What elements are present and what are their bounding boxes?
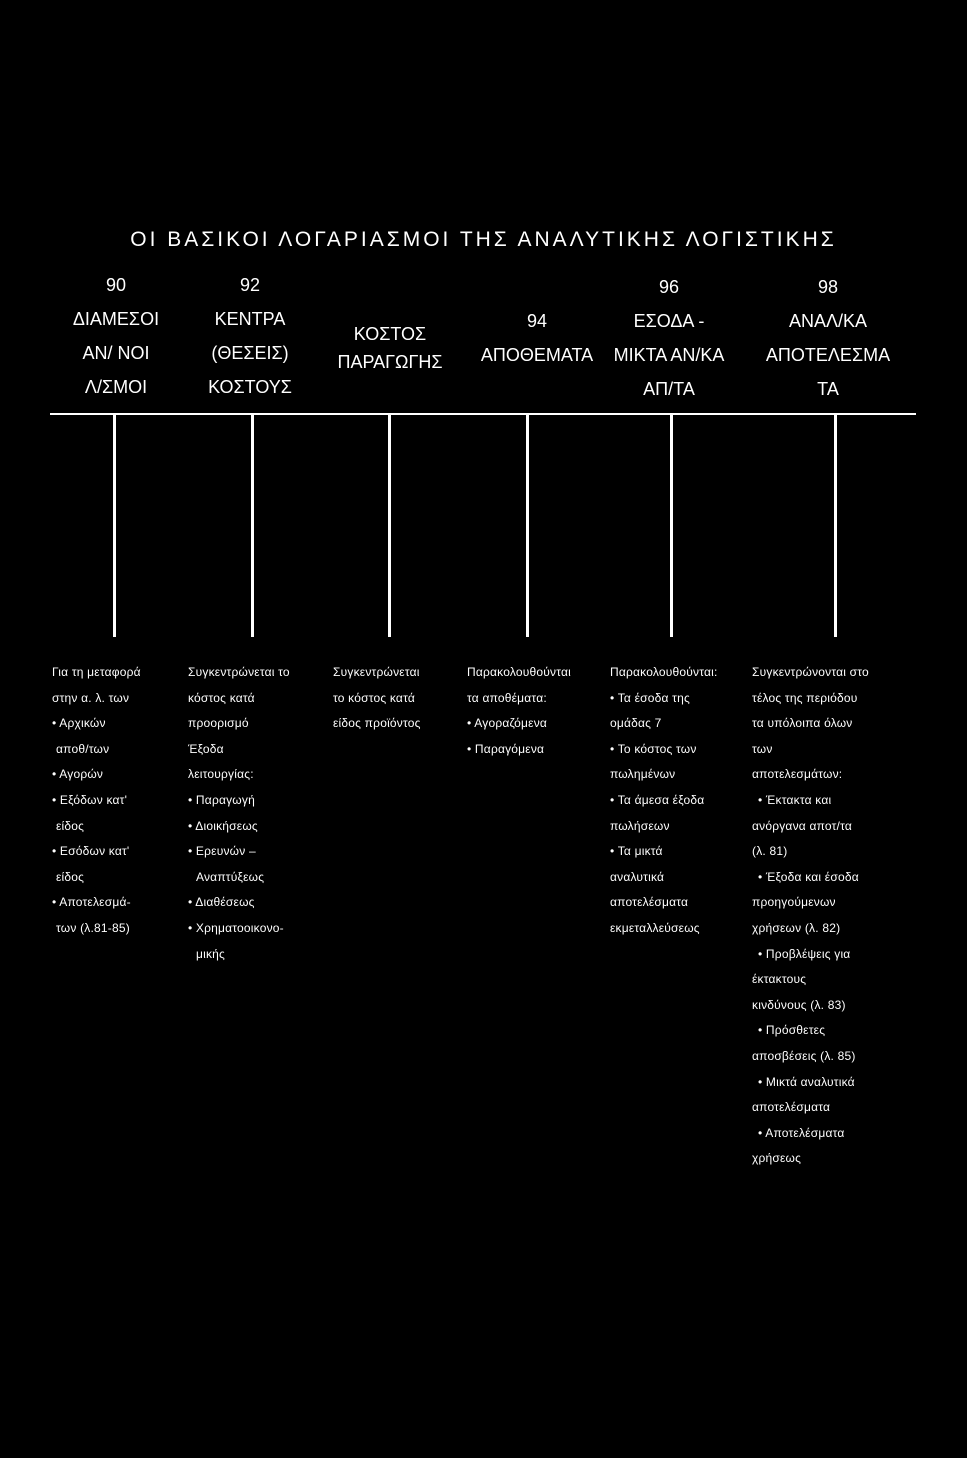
description-line: αποθ/των — [56, 741, 110, 756]
description-line: αποτελεσμάτων: — [752, 767, 843, 782]
description-line: τα αποθέματα: — [467, 690, 547, 705]
description-line: • Προβλέψεις για — [758, 946, 851, 961]
account-number: 96 — [658, 277, 680, 297]
description-line: (λ. 81) — [752, 844, 788, 859]
description-line: λειτουργίας: — [188, 767, 254, 782]
description-line: προηγούμενων — [752, 895, 836, 910]
description-line: • Ερευνών – — [188, 844, 256, 859]
description-line: χρήσεως — [752, 1151, 802, 1166]
header-line: ΤΑ — [817, 379, 839, 399]
header-line: (ΘΕΣΕΙΣ) — [211, 343, 289, 363]
header-line: ΑΠΟΤΕΛΕΣΜΑ — [765, 345, 891, 365]
header-line: ΑΠ/ΤΑ — [643, 379, 695, 399]
description-line: αποσβέσεις (λ. 85) — [752, 1048, 856, 1063]
description-line: ανόργανα αποτ/τα — [752, 818, 852, 833]
description-line: • Τα άμεσα έξοδα — [610, 792, 705, 807]
account-number: 98 — [817, 277, 839, 297]
description-line: • Έκτακτα και — [758, 792, 832, 807]
description-line: αποτελέσματα — [752, 1100, 831, 1115]
description-line: είδος προϊόντος — [333, 716, 421, 731]
column-description-92 — [188, 660, 290, 967]
column-connector-line — [834, 414, 837, 637]
header-line: ΔΙΑΜΕΣΟΙ — [72, 309, 160, 329]
description-line: κόστος κατά — [188, 690, 255, 705]
column-header-98 — [748, 270, 908, 406]
description-line: • Αγορών — [52, 767, 104, 782]
description-line: • Αποτελέσματα — [758, 1125, 845, 1140]
description-line: τέλος της περιόδου — [752, 690, 858, 705]
column-description-98 — [752, 660, 869, 1172]
description-line: μικής — [196, 946, 226, 961]
description-line: • Εσόδων κατ' — [52, 844, 130, 859]
description-line: • Παραγωγή — [188, 792, 255, 807]
description-line: αποτελέσματα — [610, 895, 689, 910]
document-title: ΟΙ ΒΑΣΙΚΟΙ ΛΟΓΑΡΙΑΣΜΟΙ ΤΗΣ ΑΝΑΛΥΤΙΚΗΣ ΛΟΓΙΣΤΙΚΗΣ — [130, 228, 837, 251]
description-line: • Χρηματοοικονο- — [188, 920, 284, 935]
header-line: ΑΝΑΛ/ΚΑ — [788, 311, 868, 331]
description-line: • Εξόδων κατ' — [52, 792, 128, 807]
column-connector-line — [670, 414, 673, 637]
description-line: είδος — [56, 869, 85, 884]
account-number: 94 — [526, 311, 548, 331]
column-description-94 — [467, 660, 571, 762]
column-header-96 — [594, 270, 744, 406]
header-line: ΑΝ/ ΝΟΙ — [82, 343, 150, 363]
column-connector-line — [526, 414, 529, 637]
description-line: είδος — [56, 818, 85, 833]
header-divider-line — [50, 413, 916, 415]
description-line: τα υπόλοιπα όλων — [752, 716, 853, 731]
description-line: • Αγοραζόμενα — [467, 716, 548, 731]
header-line: Λ/ΣΜΟΙ — [84, 377, 148, 397]
header-line: ΕΣΟΔΑ - — [633, 311, 705, 331]
description-line: Παρακολουθούνται — [467, 665, 572, 679]
column-connector-line — [388, 414, 391, 637]
description-line: • Έξοδα και έσοδα — [758, 869, 859, 884]
description-line: πωλήσεων — [610, 818, 670, 833]
description-line: ομάδας 7 — [610, 716, 662, 731]
column-connector-line — [113, 414, 116, 637]
description-line: στην α. λ. των — [52, 690, 130, 705]
description-line: • Αρχικών — [52, 716, 106, 731]
description-line: χρήσεων (λ. 82) — [752, 920, 841, 935]
description-line: προορισμό — [188, 716, 249, 731]
description-line: Συγκεντρώνεται το — [188, 665, 290, 679]
header-line: ΠΑΡΑΓΩΓΗΣ — [337, 352, 443, 372]
description-line: Συγκεντρώνεται — [333, 665, 420, 679]
column-description-90 — [52, 660, 141, 942]
description-line: • Διοικήσεως — [188, 818, 258, 833]
column-header-94 — [462, 304, 612, 372]
description-line: • Μικτά αναλυτικά — [758, 1074, 855, 1089]
description-line: κινδύνους (λ. 83) — [752, 997, 846, 1012]
description-line: έκτακτους — [752, 972, 807, 987]
account-number: 92 — [239, 275, 261, 295]
description-line: • Το κόστος των — [610, 741, 697, 756]
description-line: Παρακολουθούνται: — [610, 665, 718, 679]
description-line: Έξοδα — [188, 741, 224, 756]
description-line: Αναπτύξεως — [196, 869, 265, 884]
column-header-kostos-paragogis — [320, 320, 460, 376]
description-line: πωλημένων — [610, 767, 676, 782]
column-description-kostos-paragogis — [333, 660, 421, 737]
description-line: Για τη μεταφορά — [52, 665, 141, 679]
description-line: • Αποτελεσμά- — [52, 895, 131, 910]
column-header-90 — [46, 268, 186, 404]
description-line: εκμεταλλεύσεως — [610, 920, 700, 935]
description-line: των (λ.81-85) — [56, 920, 130, 935]
header-line: ΚΟΣΤΟΣ — [353, 324, 427, 344]
header-line: ΑΠΟΘΕΜΑΤΑ — [480, 345, 594, 365]
description-line: • Παραγόμενα — [467, 741, 545, 756]
header-line: ΜΙΚΤΑ ΑΝ/ΚΑ — [613, 345, 725, 365]
column-connector-line — [251, 414, 254, 637]
account-number: 90 — [105, 275, 127, 295]
header-line: ΚΕΝΤΡΑ — [214, 309, 286, 329]
description-line: • Διαθέσεως — [188, 895, 255, 910]
description-line: των — [752, 741, 773, 756]
description-line: • Πρόσθετες — [758, 1023, 826, 1038]
description-line: • Τα έσοδα της — [610, 690, 690, 705]
header-line: ΚΟΣΤΟΥΣ — [208, 377, 292, 397]
description-line: το κόστος κατά — [333, 690, 415, 705]
description-line: Συγκεντρώνονται στο — [752, 665, 869, 679]
description-line: αναλυτικά — [610, 869, 665, 884]
description-line: • Τα μικτά — [610, 844, 663, 859]
column-description-96 — [610, 660, 718, 942]
column-header-92 — [180, 268, 320, 404]
